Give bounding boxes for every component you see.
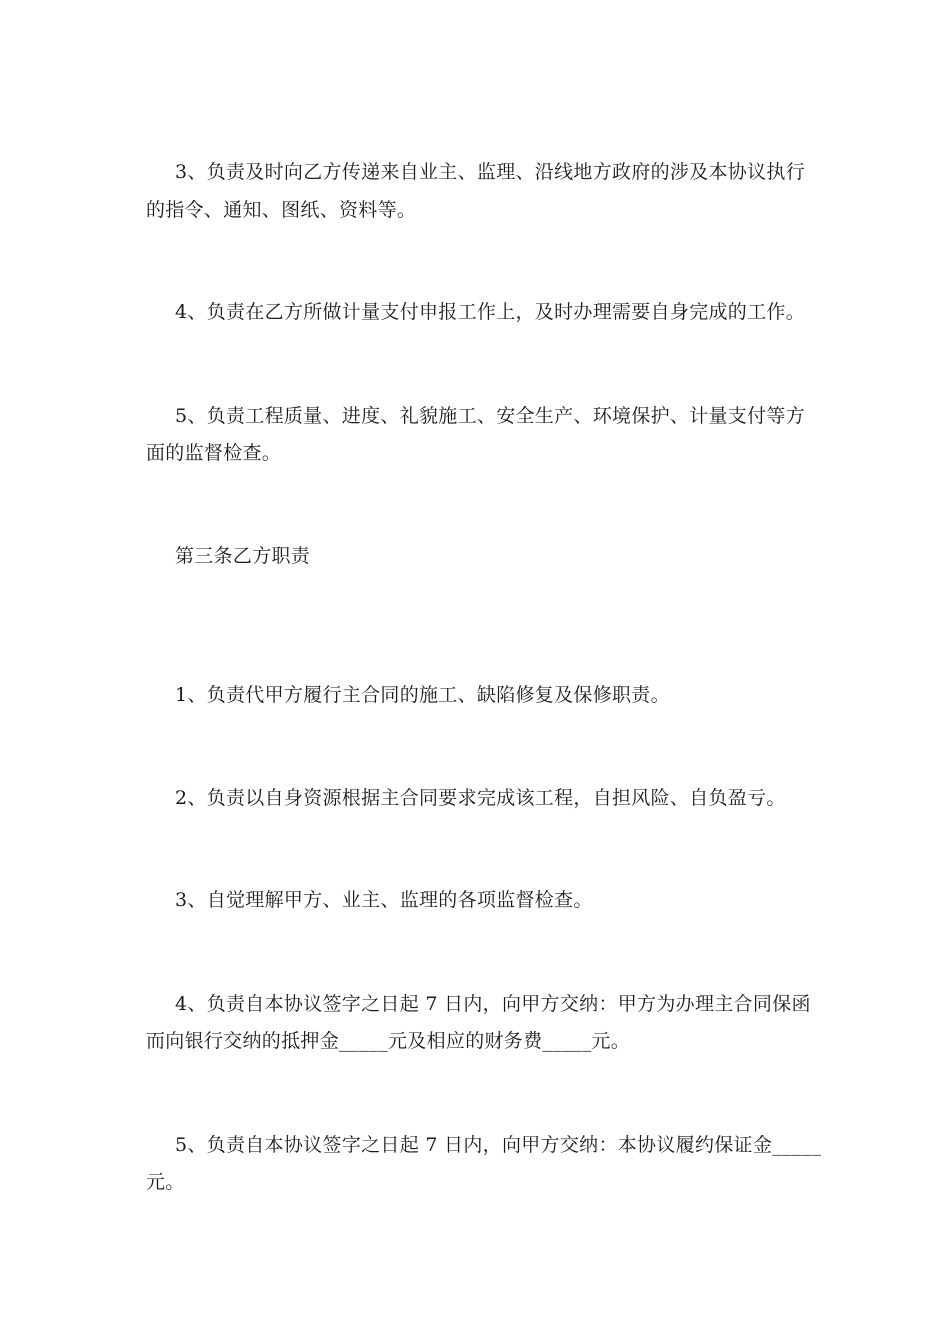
duty-item-2: 2、负责以自身资源根据主合同要求完成该工程，自担风险、自负盈亏。 — [175, 787, 786, 809]
paragraph-4: 4、负责在乙方所做计量支付申报工作上，及时办理需要自身完成的工作。 — [175, 301, 805, 323]
duty-item-5-line-2: 元。 — [146, 1171, 185, 1193]
paragraph-5-line-1: 5、负责工程质量、进度、礼貌施工、安全生产、环境保护、计量支付等方 — [175, 405, 805, 427]
duty-item-1: 1、负责代甲方履行主合同的施工、缺陷修复及保修职责。 — [175, 684, 670, 706]
paragraph-3-line-1: 3、负责及时向乙方传递来自业主、监理、沿线地方政府的涉及本协议执行 — [175, 161, 805, 183]
paragraph-3-line-2: 的指令、通知、图纸、资料等。 — [146, 199, 417, 221]
duty-item-5-line-1: 5、负责自本协议签字之日起 7 日内，向甲方交纳：本协议履约保证金_____ — [175, 1134, 822, 1156]
section-heading: 第三条乙方职责 — [175, 545, 311, 567]
duty-item-3: 3、自觉理解甲方、业主、监理的各项监督检查。 — [175, 889, 593, 911]
paragraph-5-line-2: 面的监督检查。 — [146, 442, 282, 464]
duty-item-4-line-2: 而向银行交纳的抵押金_____元及相应的财务费_____元。 — [146, 1030, 631, 1052]
duty-item-4-line-1: 4、负责自本协议签字之日起 7 日内，向甲方交纳：甲方为办理主合同保函 — [175, 993, 811, 1015]
